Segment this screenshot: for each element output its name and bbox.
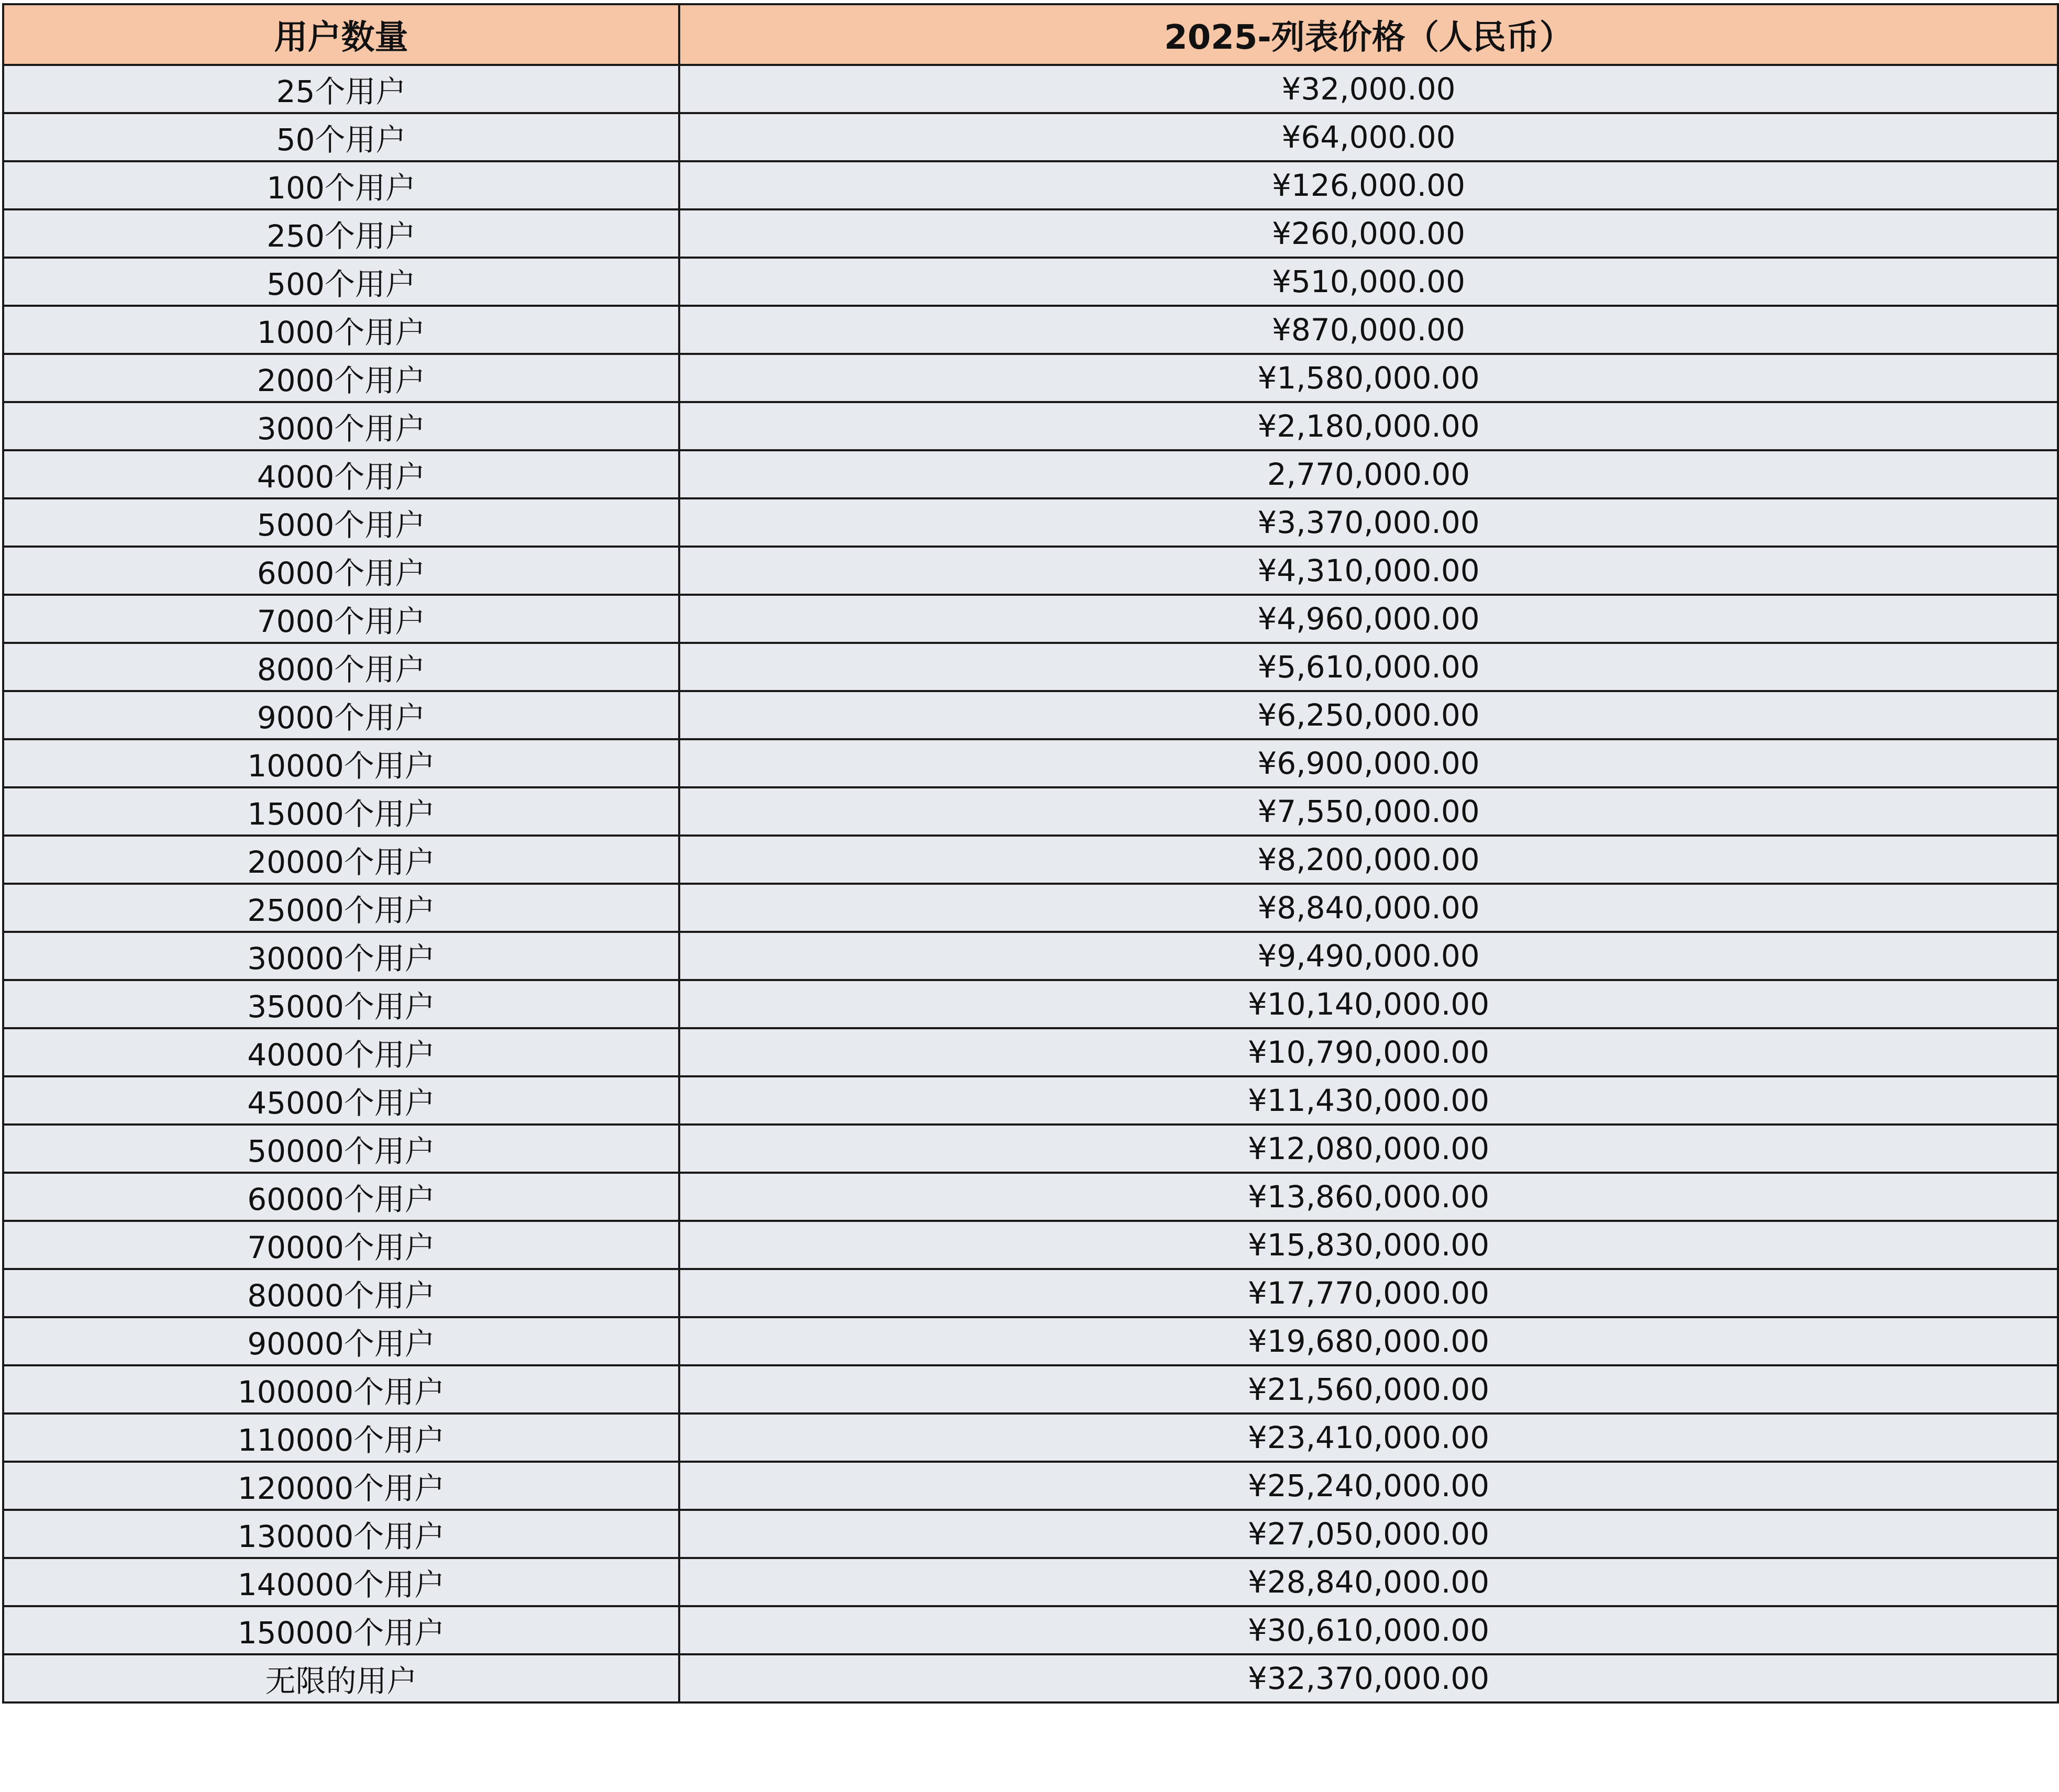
table-row — [3, 691, 2058, 739]
user-count-cell: 100000个用户 — [3, 1365, 679, 1413]
list-price-cell: ¥13,860,000.00 — [679, 1173, 2058, 1221]
table-row — [3, 1076, 2058, 1125]
table-row — [3, 1173, 2058, 1221]
user-count-cell: 25000个用户 — [3, 884, 679, 932]
price-table — [2, 3, 2059, 1704]
user-count-cell: 3000个用户 — [3, 402, 679, 450]
user-count-cell: 45000个用户 — [3, 1076, 679, 1125]
list-price-cell: ¥7,550,000.00 — [679, 787, 2058, 836]
user-count-cell: 120000个用户 — [3, 1462, 679, 1510]
list-price-cell: ¥8,200,000.00 — [679, 836, 2058, 884]
list-price-cell: ¥23,410,000.00 — [679, 1413, 2058, 1462]
user-count-cell: 4000个用户 — [3, 450, 679, 498]
table-row — [3, 306, 2058, 354]
list-price-cell: ¥6,900,000.00 — [679, 739, 2058, 787]
user-count-cell: 8000个用户 — [3, 643, 679, 691]
user-count-cell: 50000个用户 — [3, 1125, 679, 1173]
user-count-cell: 80000个用户 — [3, 1269, 679, 1317]
list-price-cell: ¥64,000.00 — [679, 113, 2058, 161]
table-row — [3, 1317, 2058, 1365]
table-row — [3, 450, 2058, 498]
user-count-cell: 90000个用户 — [3, 1317, 679, 1365]
list-price-cell: ¥10,790,000.00 — [679, 1028, 2058, 1076]
list-price-cell: ¥510,000.00 — [679, 258, 2058, 306]
user-count-cell: 2000个用户 — [3, 354, 679, 402]
table-row — [3, 354, 2058, 402]
table-row — [3, 498, 2058, 547]
user-count-cell: 5000个用户 — [3, 498, 679, 547]
user-count-cell: 130000个用户 — [3, 1510, 679, 1558]
user-count-cell: 10000个用户 — [3, 739, 679, 787]
table-row — [3, 161, 2058, 209]
list-price-cell: ¥9,490,000.00 — [679, 932, 2058, 980]
user-count-cell: 6000个用户 — [3, 547, 679, 595]
list-price-cell: ¥15,830,000.00 — [679, 1221, 2058, 1269]
user-count-cell: 40000个用户 — [3, 1028, 679, 1076]
table-row — [3, 643, 2058, 691]
list-price-cell: ¥870,000.00 — [679, 306, 2058, 354]
table-row — [3, 113, 2058, 161]
user-count-cell: 140000个用户 — [3, 1558, 679, 1606]
user-count-cell: 250个用户 — [3, 209, 679, 258]
list-price-cell: ¥32,370,000.00 — [679, 1654, 2058, 1702]
header-user-count: 用户数量 — [3, 4, 679, 65]
list-price-cell: ¥10,140,000.00 — [679, 980, 2058, 1028]
table-row — [3, 1606, 2058, 1654]
list-price-cell: ¥19,680,000.00 — [679, 1317, 2058, 1365]
table-row — [3, 1125, 2058, 1173]
table-row — [3, 836, 2058, 884]
list-price-cell: 2,770,000.00 — [679, 450, 2058, 498]
user-count-cell: 500个用户 — [3, 258, 679, 306]
list-price-cell: ¥6,250,000.00 — [679, 691, 2058, 739]
table-row — [3, 1654, 2058, 1702]
table-row — [3, 209, 2058, 258]
user-count-cell: 100个用户 — [3, 161, 679, 209]
table-row — [3, 787, 2058, 836]
table-row — [3, 1269, 2058, 1317]
user-count-cell: 50个用户 — [3, 113, 679, 161]
user-count-cell: 9000个用户 — [3, 691, 679, 739]
header-row — [3, 4, 2058, 65]
table-row — [3, 1558, 2058, 1606]
table-body — [3, 65, 2058, 1702]
header-list-price: 2025-列表价格（人民币） — [679, 4, 2058, 65]
user-count-cell: 25个用户 — [3, 65, 679, 113]
table-row — [3, 884, 2058, 932]
user-count-cell: 7000个用户 — [3, 595, 679, 643]
list-price-cell: ¥5,610,000.00 — [679, 643, 2058, 691]
list-price-cell: ¥260,000.00 — [679, 209, 2058, 258]
table-row — [3, 595, 2058, 643]
list-price-cell: ¥4,310,000.00 — [679, 547, 2058, 595]
user-count-cell: 150000个用户 — [3, 1606, 679, 1654]
list-price-cell: ¥21,560,000.00 — [679, 1365, 2058, 1413]
list-price-cell: ¥126,000.00 — [679, 161, 2058, 209]
table-row — [3, 739, 2058, 787]
list-price-cell: ¥30,610,000.00 — [679, 1606, 2058, 1654]
user-count-cell: 35000个用户 — [3, 980, 679, 1028]
list-price-cell: ¥25,240,000.00 — [679, 1462, 2058, 1510]
user-count-cell: 无限的用户 — [3, 1654, 679, 1702]
list-price-cell: ¥12,080,000.00 — [679, 1125, 2058, 1173]
list-price-cell: ¥28,840,000.00 — [679, 1558, 2058, 1606]
list-price-cell: ¥1,580,000.00 — [679, 354, 2058, 402]
user-count-cell: 70000个用户 — [3, 1221, 679, 1269]
list-price-cell: ¥3,370,000.00 — [679, 498, 2058, 547]
table-row — [3, 258, 2058, 306]
table-row — [3, 1413, 2058, 1462]
list-price-cell: ¥27,050,000.00 — [679, 1510, 2058, 1558]
list-price-cell: ¥4,960,000.00 — [679, 595, 2058, 643]
user-count-cell: 20000个用户 — [3, 836, 679, 884]
table-row — [3, 547, 2058, 595]
list-price-cell: ¥17,770,000.00 — [679, 1269, 2058, 1317]
user-count-cell: 110000个用户 — [3, 1413, 679, 1462]
table-header — [3, 4, 2058, 65]
table-row — [3, 1221, 2058, 1269]
user-count-cell: 15000个用户 — [3, 787, 679, 836]
list-price-cell: ¥11,430,000.00 — [679, 1076, 2058, 1125]
table-row — [3, 1510, 2058, 1558]
user-count-cell: 1000个用户 — [3, 306, 679, 354]
table-row — [3, 402, 2058, 450]
table-row — [3, 932, 2058, 980]
table-row — [3, 1462, 2058, 1510]
user-count-cell: 30000个用户 — [3, 932, 679, 980]
list-price-cell: ¥32,000.00 — [679, 65, 2058, 113]
table-row — [3, 980, 2058, 1028]
list-price-cell: ¥8,840,000.00 — [679, 884, 2058, 932]
table-row — [3, 1365, 2058, 1413]
user-count-cell: 60000个用户 — [3, 1173, 679, 1221]
table-row — [3, 65, 2058, 113]
table-row — [3, 1028, 2058, 1076]
list-price-cell: ¥2,180,000.00 — [679, 402, 2058, 450]
